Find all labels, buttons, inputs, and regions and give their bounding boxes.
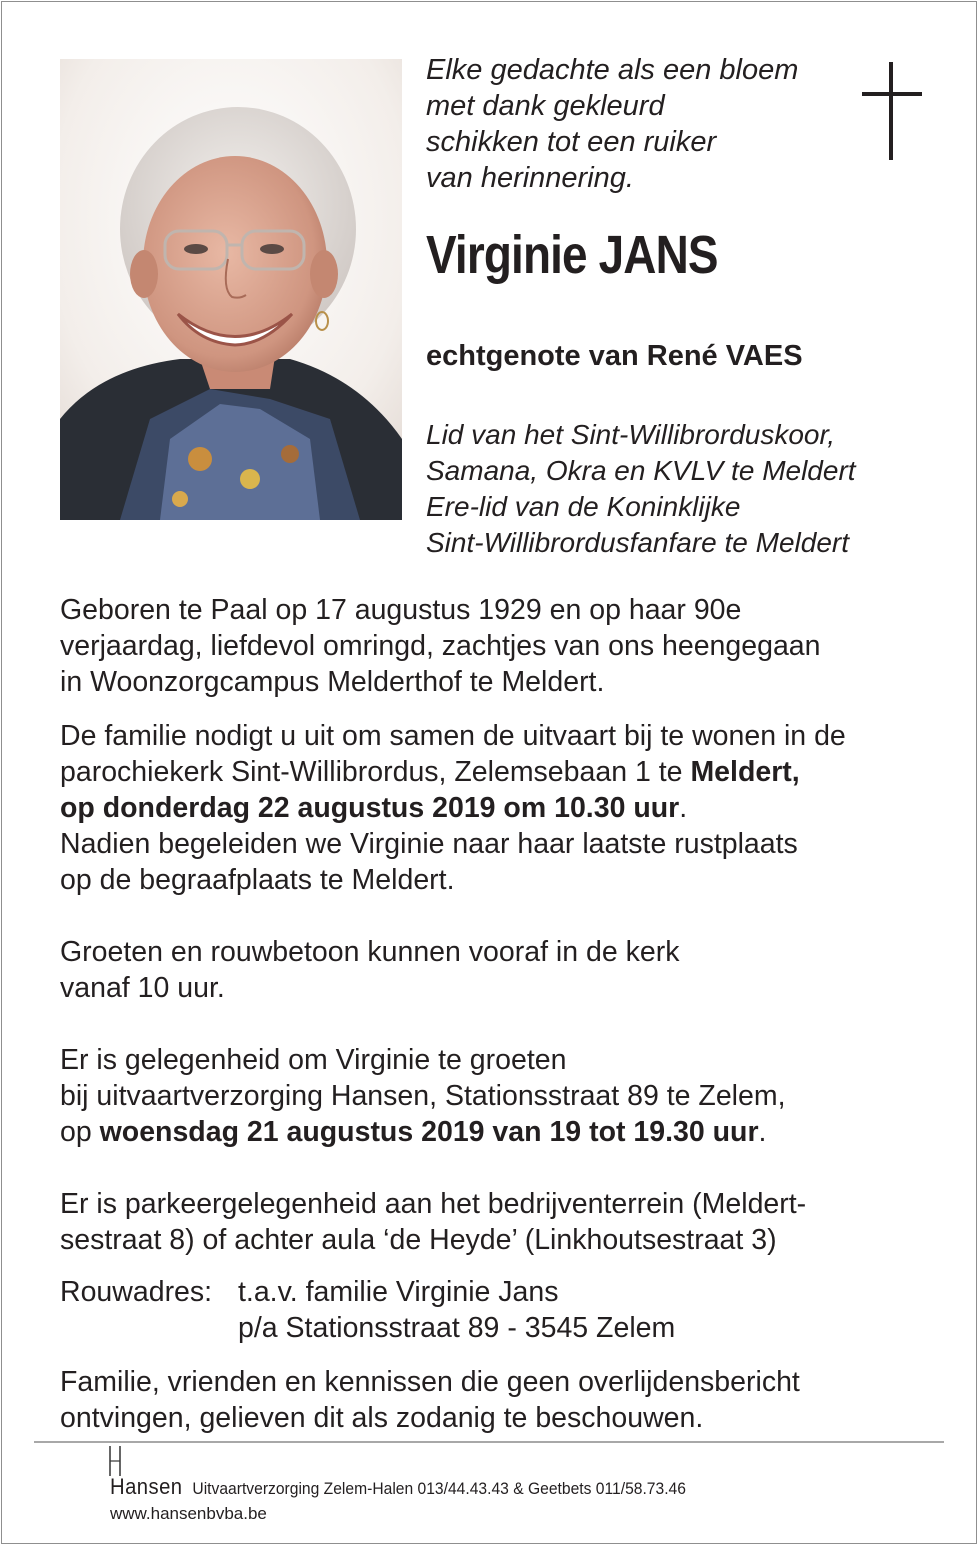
text-line: parochiekerk Sint-Willibrordus, Zelemsebaan 1 te xyxy=(60,756,691,788)
footer-divider xyxy=(34,1441,944,1443)
text-line: op xyxy=(60,1116,100,1148)
viewing-datetime: woensdag 21 augustus 2019 van 19 tot 19.30 uur xyxy=(99,1116,759,1148)
text-line: ontvingen, gelieven dit als zodanig te beschouwen. xyxy=(60,1402,704,1434)
deceased-name: Virginie JANS xyxy=(426,225,718,285)
spouse-line: echtgenote van René VAES xyxy=(426,340,803,372)
footer-contact: Uitvaartverzorging Zelem-Halen 013/44.43.43 & Geetbets 011/58.73.46 xyxy=(192,1479,686,1498)
text-line: Geboren te Paal op 17 augustus 1929 en op haar 90e xyxy=(60,594,742,626)
viewing-paragraph xyxy=(60,1042,940,1150)
footer-website: www.hansenbvba.be xyxy=(110,1504,267,1523)
membership-line: Samana, Okra en KVLV te Meldert xyxy=(426,455,856,486)
address-line: p/a Stationsstraat 89 - 3545 Zelem xyxy=(238,1312,676,1344)
text-line: Er is gelegenheid om Virginie te groeten xyxy=(60,1044,567,1076)
text-line: op de begraafplaats te Meldert. xyxy=(60,864,455,896)
membership-line: Sint-Willibrordusfanfare te Meldert xyxy=(426,527,850,558)
text-line: De familie nodigt u uit om samen de uitvaart bij te wonen in de xyxy=(60,720,846,752)
punctuation: . xyxy=(679,792,688,824)
memberships xyxy=(426,417,926,561)
footer-brand: Hansen xyxy=(110,1474,183,1499)
poem-line: van herinnering. xyxy=(426,162,634,194)
condolences-paragraph xyxy=(60,934,940,1006)
text-line: verjaardag, liefdevol omringd, zachtjes van ons heengegaan xyxy=(60,630,821,662)
text-line: in Woonzorgcampus Melderthof te Meldert. xyxy=(60,666,605,698)
notice-paragraph xyxy=(60,1364,940,1436)
mourning-address xyxy=(60,1274,940,1346)
parking-paragraph xyxy=(60,1186,940,1258)
funeral-paragraph xyxy=(60,718,940,898)
text-line: Nadien begeleiden we Virginie naar haar laatste rustplaats xyxy=(60,828,798,860)
hansen-logo-mark xyxy=(108,1446,122,1476)
funeral-location: Meldert, xyxy=(690,756,800,788)
footer xyxy=(110,1474,686,1500)
membership-line: Lid van het Sint-Willibrorduskoor, xyxy=(426,419,836,450)
poem-line: schikken tot een ruiker xyxy=(426,126,717,158)
poem xyxy=(426,52,856,196)
membership-line: Ere-lid van de Koninklijke xyxy=(426,491,741,522)
text-line: Groeten en rouwbetoon kunnen vooraf in de kerk xyxy=(60,936,680,968)
portrait-photo xyxy=(60,59,402,520)
cross-icon xyxy=(862,62,922,160)
announcement-body xyxy=(60,592,940,1436)
text-line: bij uitvaartverzorging Hansen, Stationsstraat 89 te Zelem, xyxy=(60,1080,786,1112)
text-line: Er is parkeergelegenheid aan het bedrijventerrein (Meldert- xyxy=(60,1188,807,1220)
punctuation: . xyxy=(758,1116,767,1148)
birth-death-paragraph xyxy=(60,592,940,700)
address-label: Rouwadres: xyxy=(60,1276,213,1308)
poem-line: Elke gedachte als een bloem xyxy=(426,54,799,86)
text-line: sestraat 8) of achter aula ‘de Heyde’ (Linkhoutsestraat 3) xyxy=(60,1224,777,1256)
poem-line: met dank gekleurd xyxy=(426,90,665,122)
text-line: vanaf 10 uur. xyxy=(60,972,225,1004)
text-line: Familie, vrienden en kennissen die geen overlijdensbericht xyxy=(60,1366,800,1398)
address-line: t.a.v. familie Virginie Jans xyxy=(238,1276,559,1308)
funeral-datetime: op donderdag 22 augustus 2019 om 10.30 uur xyxy=(60,792,680,824)
